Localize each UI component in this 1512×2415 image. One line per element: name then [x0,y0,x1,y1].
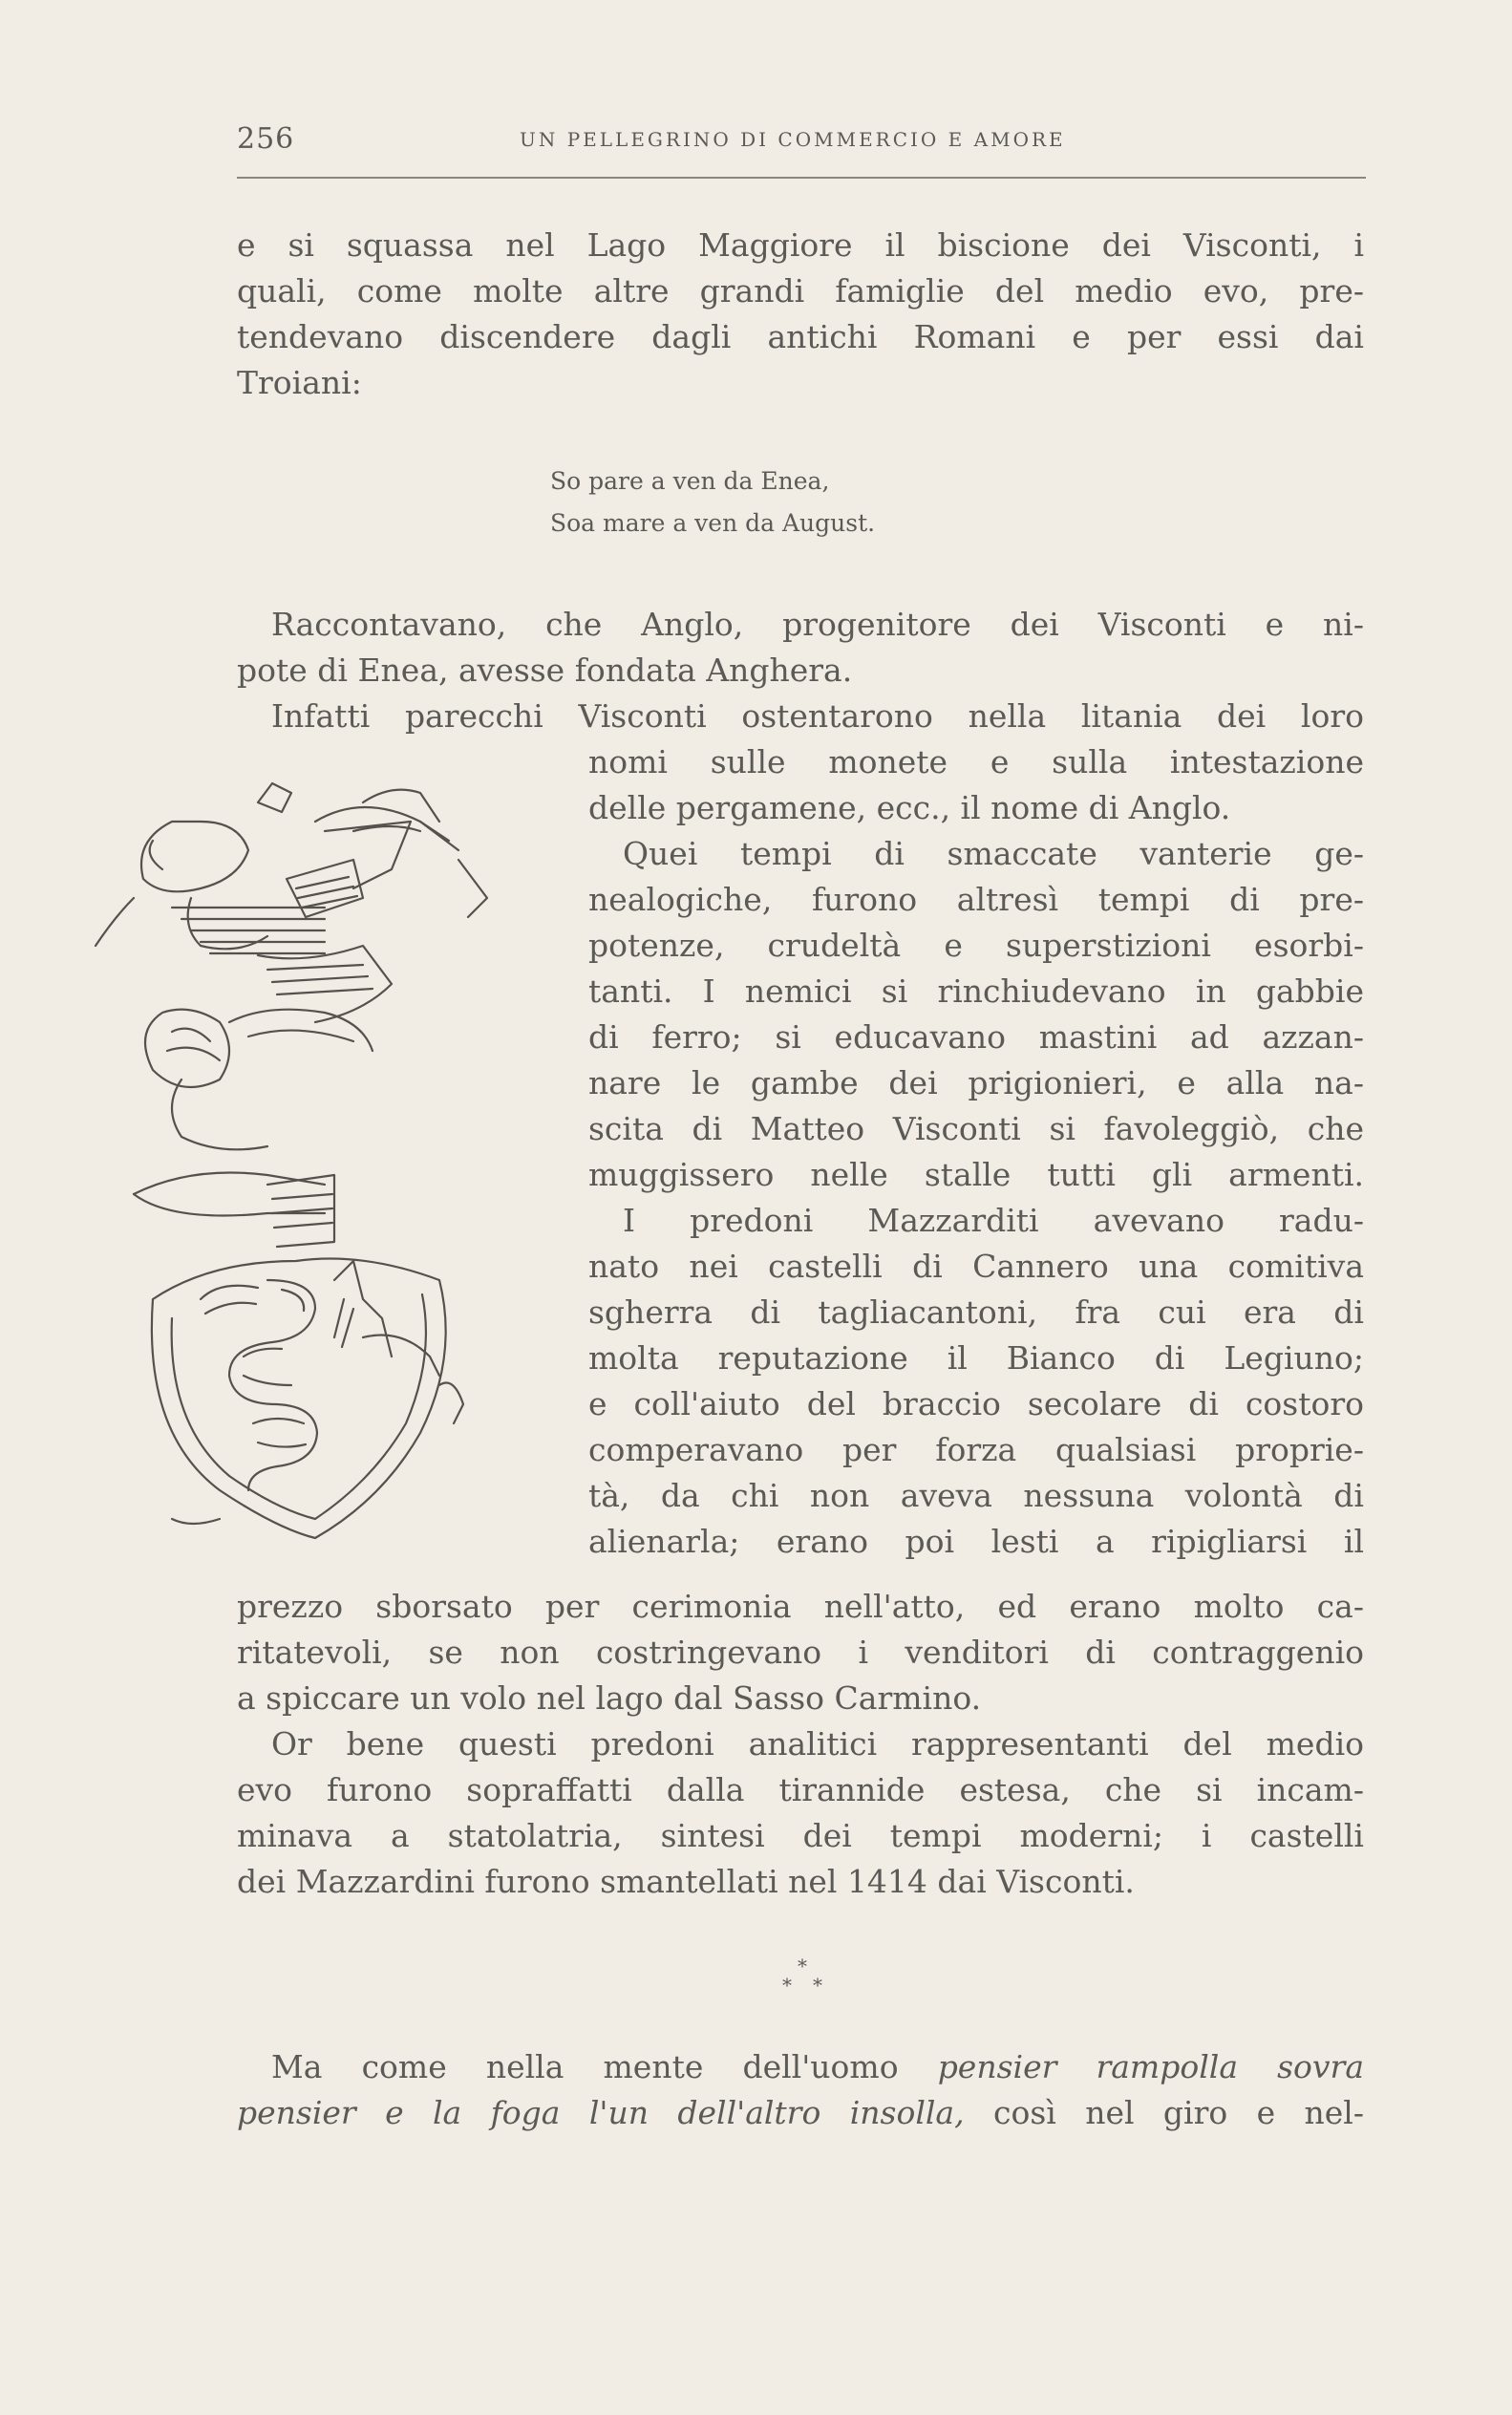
text-line: Quei tempi di smaccate vanterie ge- [623,835,1364,872]
text-line: molta reputazione il Bianco di Legiuno; [588,1339,1364,1377]
paragraph-predoni [237,1584,1364,1905]
text-line: potenze, crudeltà e superstizioni esorbi- [588,927,1364,964]
text-line: tanti. I nemici si rinchiudevano in gabbie [588,972,1364,1010]
text-line: nato nei castelli di Cannero una comitiva [588,1248,1364,1285]
page-header [237,122,1364,160]
text-line: sgherra di tagliacantoni, fra cui era di [588,1293,1364,1331]
italic-quote: pensier rampolla sovra [937,2048,1364,2085]
verse-quote [550,460,875,545]
text-line: evo furono sopraffatti dalla tirannide estesa, che si incam- [237,1771,1364,1808]
separator-star: * [782,1974,792,1997]
wrapped-text-column [588,739,1364,1565]
separator-star: * [798,1955,807,1977]
text-line: nealogiche, furono altresì tempi di pre- [588,881,1364,918]
text-line: tendevano discendere dagli antichi Romani e per essi dai [237,318,1364,355]
text-line: nomi sulle monete e sulla intestazione [588,743,1364,780]
text-line: a spiccare un volo nel lago dal Sasso Carmino. [237,1679,982,1717]
text-line: nare le gambe dei prigionieri, e alla na- [588,1064,1364,1101]
intro-paragraph [237,223,1364,406]
text-line: alienarla; erano poi lesti a ripigliarsi il [588,1523,1364,1560]
text-line: Or bene questi predoni analitici rappresentanti del medio [271,1725,1364,1763]
text-line: minava a statolatria, sintesi dei tempi moderni; i castelli [237,1817,1364,1854]
text-line: prezzo sborsato per cerimonia nell'atto, ed erano molto ca- [237,1588,1364,1625]
text-line: I predoni Mazzarditi avevano radu- [623,1202,1364,1239]
text-line [237,2044,1364,2090]
text-line: e si squassa nel Lago Maggiore il biscione dei Visconti, i [237,226,1364,264]
text-line: delle pergamene, ecc., il nome di Anglo. [588,789,1231,826]
running-title: UN PELLEGRINO DI COMMERCIO E AMORE [520,128,1066,151]
text-line [237,2090,1364,2136]
text-line: pote di Enea, avesse fondata Anghera. [237,652,853,689]
text-line: comperavano per forza qualsiasi proprie- [588,1431,1364,1468]
text-run: così nel giro e nel- [964,2094,1364,2131]
text-line: quali, come molte altre grandi famiglie del medio evo, pre- [237,272,1364,310]
text-line: dei Mazzardini furono smantellati nel 1414 dai Visconti. [237,1863,1135,1900]
text-line: Troiani: [237,364,362,401]
text-run: Ma come nella mente dell'uomo [271,2048,938,2085]
header-rule [237,177,1366,179]
text-line: tà, da chi non aveva nessuna volontà di [588,1477,1364,1514]
text-line: muggissero nelle stalle tutti gli armenti. [588,1156,1364,1193]
text-line: e coll'aiuto del braccio secolare di costoro [588,1385,1364,1422]
text-line: Raccontavano, che Anglo, progenitore dei Visconti e ni- [271,606,1364,643]
section-separator [764,1955,841,2012]
verse-line: So pare a ven da Enea, [550,467,830,495]
page-number: 256 [237,122,295,156]
text-line: ritatevoli, se non costringevano i venditori di contraggenio [237,1634,1364,1671]
text-line: scita di Matteo Visconti si favoleggiò, che [588,1110,1364,1147]
separator-star: * [813,1974,822,1997]
text-line: di ferro; si educavano mastini ad azzan- [588,1018,1364,1056]
paragraph-anglo [237,602,1364,739]
final-paragraph [237,2044,1364,2136]
text-line: Infatti parecchi Visconti ostentarono nella litania dei loro [271,697,1364,735]
verse-line: Soa mare a ven da August. [550,509,876,537]
visconti-crest-illustration [76,764,573,1557]
italic-quote: pensier e la foga l'un dell'altro insolla, [237,2094,965,2131]
